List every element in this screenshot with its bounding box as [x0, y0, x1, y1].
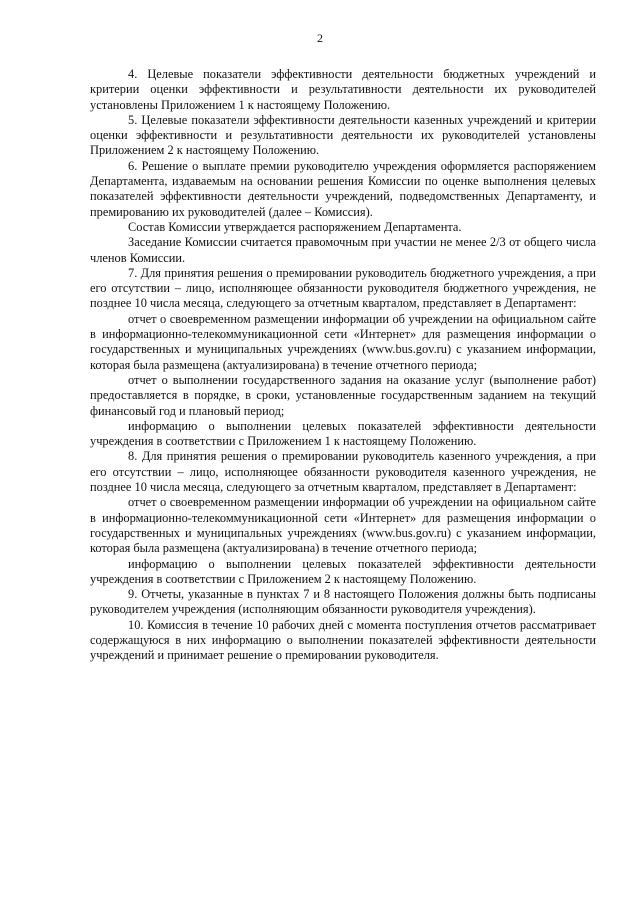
paragraph-7-report-state-task: отчет о выполнении государственного задания на оказание услуг (выполнение работ) предоставляется в порядке, в сроки, установленные государственным заданием на текущий финансовый год и плановый период;	[90, 372, 596, 418]
document-body	[90, 67, 596, 664]
paragraph-6-bonus-decision: 6. Решение о выплате премии руководителю учреждения оформляется распоряжением Департамента, издаваемым на основании решения Комиссии по оценке выполнения целевых показателей эффективности деятельности учреждений, подведомственных Департаменту, и премированию их руководителей (далее – Комиссия).	[90, 158, 596, 219]
paragraph-8-treasury-reports: 8. Для принятия решения о премировании руководитель казенного учреждения, а при его отсутствии – лицо, исполняющее обязанности руководителя казенного учреждения, не позднее 10 числа месяца, следующего за отчетным кварталом, представляет в Департамент:	[90, 449, 596, 495]
paragraph-5-treasury-targets: 5. Целевые показатели эффективности деятельности казенных учреждений и критерии оценки эффективности и результативности деятельности их руководителей установлены Приложением 2 к настоящему Положению.	[90, 112, 596, 158]
page-number: 2	[317, 31, 323, 45]
paragraph-7-report-targets: информацию о выполнении целевых показателей эффективности деятельности учреждения в соответствии с Приложением 1 к настоящему Положению.	[90, 418, 596, 449]
paragraph-7-budget-reports: 7. Для принятия решения о премировании руководитель бюджетного учреждения, а при его отсутствии – лицо, исполняющее обязанности руководителя бюджетного учреждения, не позднее 10 числа месяца, следующего за отчетным кварталом, представляет в Департамент:	[90, 265, 596, 311]
paragraph-7-report-website: отчет о своевременном размещении информации об учреждении на официальном сайте в информационно-телекоммуникационной сети «Интернет» для размещения информации о государственных и муниципальных учреждениях (www.bus.gov.ru) с указанием информации, которая была размещена (актуализирована) в течение отчетного периода;	[90, 311, 596, 372]
paragraph-8-report-website: отчет о своевременном размещении информации об учреждении на официальном сайте в информационно-телекоммуникационной сети «Интернет» для размещения информации о государственных и муниципальных учреждениях (www.bus.gov.ru) с указанием информации, которая была размещена (актуализирована) в течение отчетного периода;	[90, 495, 596, 556]
paragraph-9-report-signing: 9. Отчеты, указанные в пунктах 7 и 8 настоящего Положения должны быть подписаны руководителем учреждения (исполняющим обязанности руководителя учреждения).	[90, 587, 596, 617]
paragraph-8-report-targets: информацию о выполнении целевых показателей эффективности деятельности учреждения в соответствии с Приложением 2 к настоящему Положению.	[90, 556, 596, 586]
paragraph-10-commission-review: 10. Комиссия в течение 10 рабочих дней с момента поступления отчетов рассматривает содержащуюся в них информацию о выполнении показателей эффективности деятельности учреждений и принимает решение о премировании руководителя.	[90, 617, 596, 663]
paragraph-commission-composition: Состав Комиссии утверждается распоряжением Департамента.	[128, 219, 462, 234]
paragraph-commission-quorum: Заседание Комиссии считается правомочным при участии не менее 2/3 от общего числа членов Комиссии.	[90, 235, 596, 265]
paragraph-4-budget-targets: 4. Целевые показатели эффективности деятельности бюджетных учреждений и критерии оценки эффективности и результативности деятельности их руководителей установлены Приложением 1 к настоящему Положению.	[90, 67, 596, 112]
